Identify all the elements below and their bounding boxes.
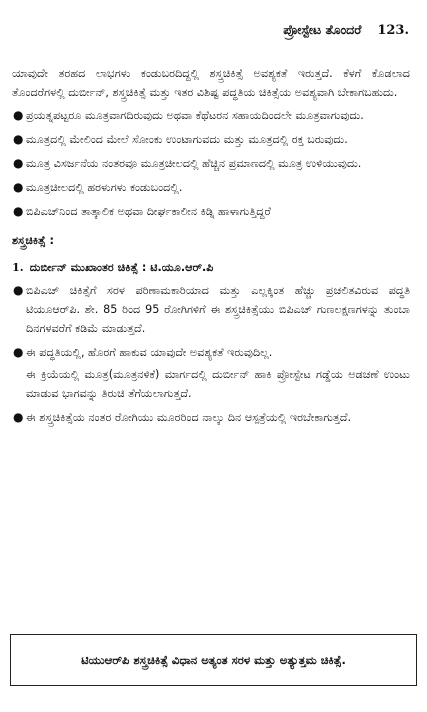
bullet-icon: ● <box>13 108 24 122</box>
running-title: ಪ್ರೋಸ್ಟೇಟ ತೊಂದರೆ <box>283 22 362 37</box>
list-item-text: ಈ ಪದ್ಧತಿಯಲ್ಲಿ, ಹೊರಗೆ ಹಾಕುವ ಯಾವುದೇ ಅವಶ್ಯಕತೆ ಇರುವುದಿಲ್ಲ. <box>26 346 273 359</box>
bullet-icon: ● <box>13 132 24 146</box>
list-item-text: ಬಿಪಿಎಚ್‌ನಿಂದ ತಾತ್ಕಾಲಿಕ ಅಥವಾ ದೀರ್ಘಕಾಲೀನ ಕಿಡ್ನಿ ಹಾಳಾಗುತ್ತಿದ್ದರೆ <box>26 205 271 218</box>
list-item-text: ಮೂತ್ರಚೀಲದಲ್ಲಿ ಹರಳುಗಳು ಕಂಡುಬಂದಲ್ಲಿ. <box>26 181 183 194</box>
highlight-box <box>10 634 417 686</box>
list-item <box>12 106 410 125</box>
list-item-text: ಪ್ರಯತ್ನಪಟ್ಟರೂ ಮೂತ್ರವಾಗದಿರುವುದು ಅಥವಾ ಕೆಥೆಟರನ ಸಹಾಯದಿಂದಲೇ ಮೂತ್ರವಾಗುವುದು. <box>26 109 364 122</box>
list-item <box>12 343 410 362</box>
bullet-icon: ● <box>13 410 24 424</box>
section-heading: ಶಸ್ತ್ರಚಿಕಿತ್ಸೆ : <box>12 234 54 247</box>
procedure-paragraph: ಈ ಕ್ರಿಯೆಯಲ್ಲಿ ಮೂತ್ರ(ಮೂತ್ರನಳಿಕೆ) ಮಾರ್ಗದಲ್ಲಿ ದುರ್ಬೀನ್ ಹಾಕಿ ಪ್ರೋಸ್ಟೇಟ ಗಡ್ಡೆಯ ಅಡಚಣೆ ಉಂಟು ಮಾಡುವ ಭಾಗವನ್ನು ತಿರುಚಿ ತೆಗೆಯಲಾಗುತ್ತದೆ. <box>26 368 410 400</box>
running-header <box>283 22 409 38</box>
list-item-text: ಈ ಶಸ್ತ್ರಚಿಕಿತ್ಸೆಯ ನಂತರ ರೋಗಿಯು ಮೂರರಿಂದ ನಾಲ್ಕು ದಿನ ಆಸ್ಪತ್ರೆಯಲ್ಲಿ ಇರಬೇಕಾಗುತ್ತದೆ. <box>26 411 352 424</box>
page-body <box>12 64 410 432</box>
bullet-icon: ● <box>13 156 24 170</box>
subsection-heading <box>12 258 410 277</box>
list-item <box>12 202 410 221</box>
list-item <box>12 281 410 338</box>
list-item <box>12 408 410 427</box>
bullet-icon: ● <box>13 180 24 194</box>
list-item-text: ಮೂತ್ರದಲ್ಲಿ ಮೇಲಿಂದ ಮೇಲೆ ಸೋಂಕು ಉಂಟಾಗುವದು ಮತ್ತು ಮೂತ್ರದಲ್ಲಿ ರಕ್ತ ಬರುವುದು. <box>26 133 348 146</box>
intro-paragraph: ಯಾವುದೇ ತರಹದ ಲಾಭಗಳು ಕಂಡುಬರದಿದ್ದಲ್ಲಿ ಶಸ್ತ್ರಚಿಕಿತ್ಸೆ ಅವಶ್ಯಕತೆ ಇರುತ್ತದೆ. ಕೆಳಗೆ ಕೊಡಲಾದ ತೊಂದರೆಗಳಲ್ಲಿ ದುರ್ಬೀನ್, ಶಸ್ತ್ರಚಿಕಿತ್ಸೆ ಮತ್ತು ಇತರ ವಿಶಿಷ್ಟ ಪದ್ಧತಿಯ ಚಿಕಿತ್ಸೆಯ ಅವಶ್ಯವಾಗಿ ಬೇಕಾಗಬಹುದು. <box>12 67 410 99</box>
list-item <box>12 154 410 173</box>
page-number: 123. <box>377 23 409 38</box>
bullet-icon: ● <box>13 345 24 359</box>
list-item-text: ಮೂತ್ರ ವಿಸರ್ಜನೆಯ ನಂತರವೂ ಮೂತ್ರಚೀಲದಲ್ಲಿ ಹೆಚ್ಚಿನ ಪ್ರಮಾಣದಲ್ಲಿ ಮೂತ್ರ ಉಳಿಯುವುದು. <box>26 157 362 170</box>
list-item <box>12 130 410 149</box>
bullet-icon: ● <box>13 204 24 218</box>
list-item-text: ಬಿಪಿಎಚ್ ಚಿಕಿತ್ಸೆಗೆ ಸರಳ ಪರಿಣಾಮಕಾರಿಯಾದ ಮತ್ತು ಎಲ್ಲಕ್ಕಿಂತ ಹೆಚ್ಚು ಪ್ರಚಲಿತವಿರುವ ಪದ್ಧತಿ ಟಿಯೂಆರ್‌ಪಿ. ಶೇ. 85 ರಿಂದ 95 ರೋಗಿಗಳಿಗೆ ಈ ಶಸ್ತ್ರಚಿಕಿತ್ಸೆಯು ಬಿಪಿಎಚ್ ಗುಣಲಕ್ಷಣಗಳನ್ನು ತುಂಬಾ ದಿನಗಳವರೆಗೆ ಕಡಿಮೆ ಮಾಡುತ್ತದೆ. <box>26 284 410 335</box>
turp-list <box>12 281 410 362</box>
indications-list <box>12 106 410 221</box>
subsection-title: ದುರ್ಬೀನ್ ಮುಖಾಂತರ ಚಿಕಿತ್ಸೆ : ಟಿ.ಯೂ.ಆರ್.ಪಿ <box>29 261 214 274</box>
highlight-text: ಟಿಯುಆರ್‌ಪಿ ಶಸ್ತ್ರಚಿಕಿತ್ಸೆ ವಿಧಾನ ಅತ್ಯಂತ ಸರಳ ಮತ್ತು ಅತ್ಯುತ್ತಮ ಚಿಕಿತ್ಸೆ. <box>81 652 346 667</box>
subsection-number: 1. <box>12 260 24 274</box>
recovery-list <box>12 408 410 427</box>
list-item <box>12 178 410 197</box>
bullet-icon: ● <box>13 283 24 297</box>
